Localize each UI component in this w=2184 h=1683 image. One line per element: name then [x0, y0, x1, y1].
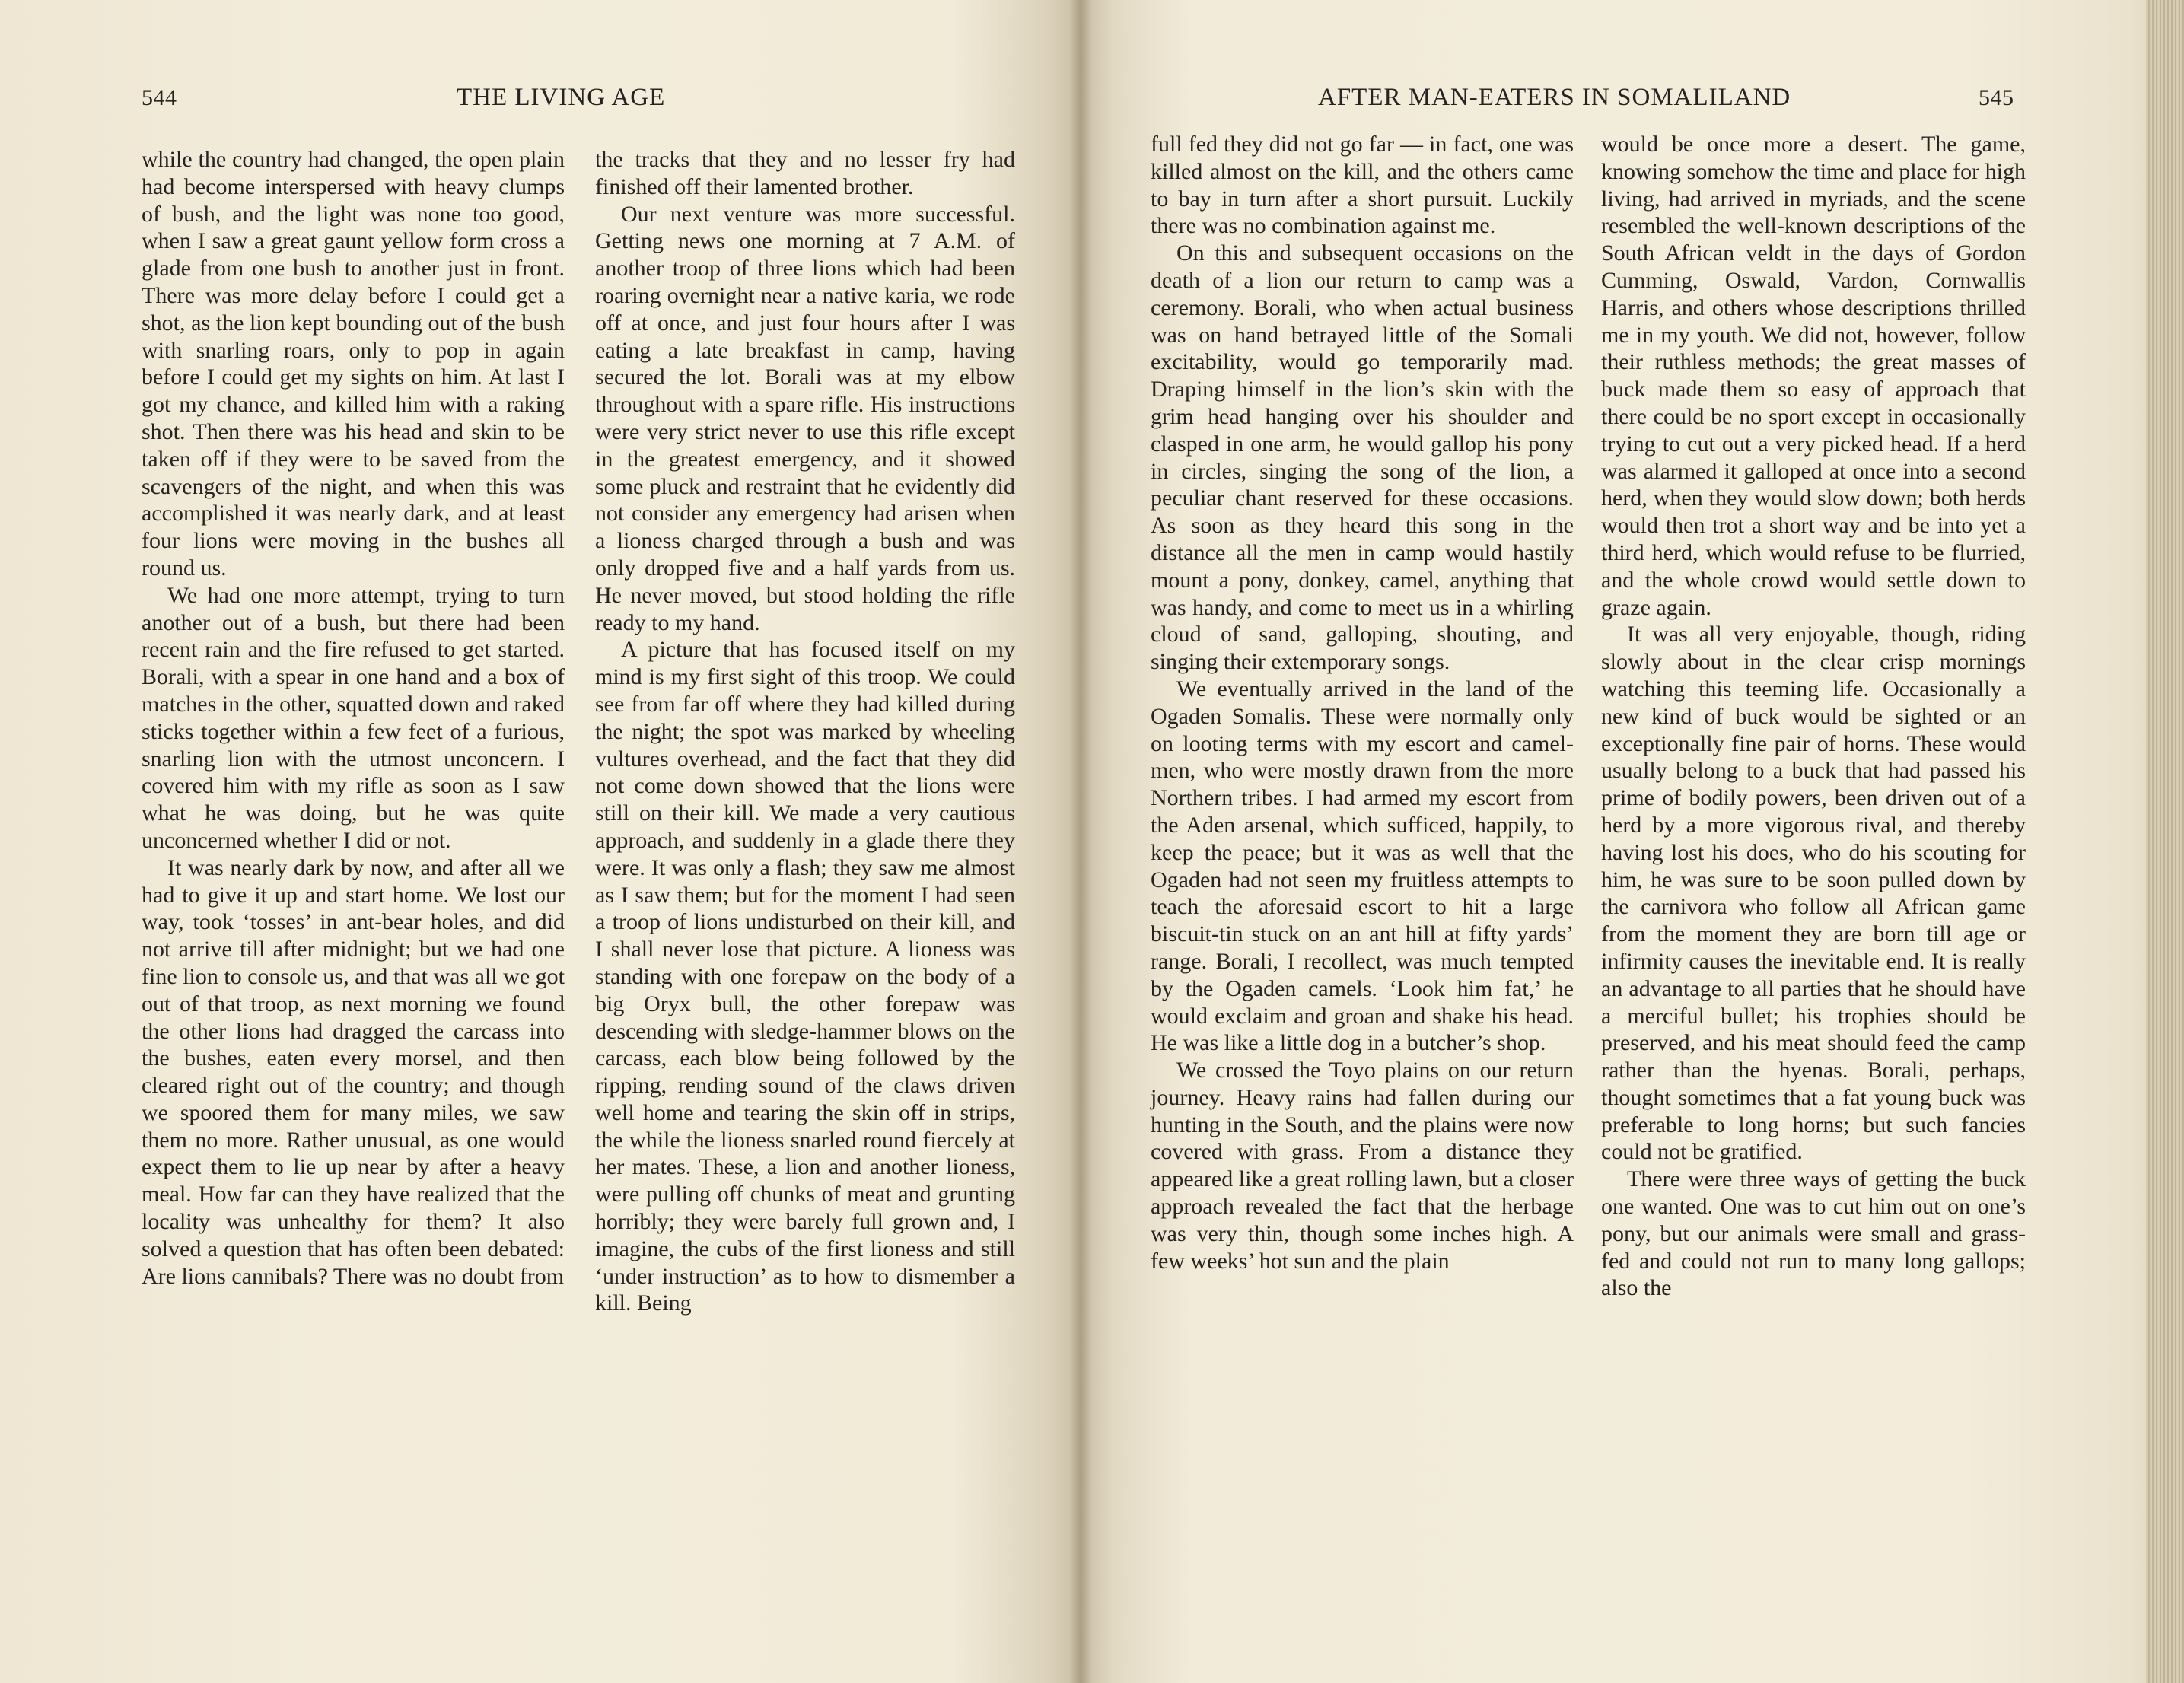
book-spine	[1069, 0, 1092, 1683]
paragraph: full fed they did not go far — in fact, one was killed almost on the kill, and the others came to bay in turn after a short pursuit. Luckily there was no combination against me.	[1151, 132, 1574, 239]
paragraph: We crossed the Toyo plains on our return journey. Heavy rains had fallen during our hunting in the South, and the plains were now covered with grass. From a distance they appeared like a great rolling lawn, but a closer approach revealed the fact that the herbage was very thin, though some inches high. A few weeks’ hot sun and the plain	[1151, 1058, 1574, 1274]
page-number: 545	[1979, 85, 2014, 110]
paragraph: It was all very enjoyable, though, riding slowly about in the clear crisp mornings watching this teeming life. Occasionally a new kind of buck would be sighted or an exceptionally fine pair of horns. These would usually belong to a buck that had passed his prime of bodily powers, been driven out of a herd by a more vigorous rival, and thereby having lost his does, who do his scouting for him, he was sure to be soon pulled down by the carnivora who follow all African game from the moment they are born till age or infirmity causes the inevitable end. It is really an advantage to all parties that he should have a merciful bullet; his trophies should be preserved, and his meat should feed the camp rather than the hyenas. Borali, perhaps, thought sometimes that a fat young buck was preferable to long horns; but such fancies could not be gratified.	[1601, 622, 2026, 1165]
text-column-left-2	[595, 146, 1015, 1317]
paragraph: A picture that has focused itself on my mind is my first sight of this troop. We could see from far off where they had killed during the night; the spot was marked by wheeling vultures overhead, and the fact that they did not come down showed that the lions were still on their kill. We made a very cautious approach, and suddenly in a glade there they were. It was only a flash; they saw me almost as I saw them; but for the moment I had seen a troop of lions undisturbed on their kill, and I shall never lose that picture. A lioness was standing with one forepaw on the body of a big Oryx bull, the other forepaw was descending with sledge-hammer blows on the carcass, each blow being followed by the ripping, rending sound of the claws driven well home and tearing the skin off in strips, the while the lioness snarled round fiercely at her mates. These, a lion and another lioness, were pulling off chunks of meat and grunting horribly; they were barely full grown and, I imagine, the cubs of the first lioness and still ‘under instruction’ as to how to dismember a kill. Being	[595, 637, 1015, 1316]
text-column-left-1	[142, 146, 565, 1290]
paragraph: while the country had changed, the open plain had become interspersed with heavy clumps of bush, and the light was none too good, when I saw a great gaunt yellow form cross a glade from one bush to another just in front. There was more delay before I could get a shot, as the lion kept bounding out of the bush with snarling roars, only to pop in again before I could get my sights on him. At last I got my chance, and killed him with a raking shot. Then there was his head and skin to be taken off if they were to be saved from the scavengers of the night, and when this was accomplished it was nearly dark, and at least four lions were moving in the bushes all round us.	[142, 147, 565, 581]
running-head: AFTER MAN-EATERS IN SOMALILAND	[1318, 84, 1791, 111]
running-head: THE LIVING AGE	[457, 84, 666, 111]
text-column-right-2	[1601, 131, 2026, 1302]
paragraph: There were three ways of getting the buck one wanted. One was to cut him out on one’s pony, but our animals were small and grass-fed and could not run to many long gallops; also the	[1601, 1166, 2026, 1301]
paragraph: the tracks that they and no lesser fry had finished off their lamented brother.	[595, 147, 1015, 199]
left-page	[0, 0, 1081, 1683]
paragraph: We had one more attempt, trying to turn another out of a bush, but there had been recent rain and the fire refused to get started. Borali, with a spear in one hand and a box of matches in the other, squatted down and raked sticks together within a few feet of a furious, snarling lion with the utmost unconcern. I covered him with my rifle as soon as I saw what he was doing, but he was quite unconcerned whether I did or not.	[142, 582, 565, 853]
text-column-right-1	[1151, 131, 1574, 1274]
paragraph: would be once more a desert. The game, knowing somehow the time and place for high living, had arrived in myriads, and the scene resembled the well-known descriptions of the South African veldt in the days of Gordon Cumming, Oswald, Vardon, Cornwallis Harris, and others whose descriptions thrilled me in my youth. We did not, however, follow their ruthless methods; the great masses of buck made them so easy of approach that there could be no sport except in occasionally trying to cut out a very picked head. If a herd was alarmed it galloped at once into a second herd, when they would slow down; both herds would then trot a short way and be into yet a third herd, which would refuse to be flurried, and the whole crowd would settle down to graze again.	[1601, 132, 2026, 620]
paragraph: It was nearly dark by now, and after all we had to give it up and start home. We lost our way, took ‘tosses’ in ant-bear holes, and did not arrive till after midnight; but we had one fine lion to console us, and that was all we got out of that troop, as next morning we found the other lions had dragged the carcass into the bushes, eaten every morsel, and then cleared right out of the country; and though we spoored them for many miles, we saw them no more. Rather unusual, as one would expect them to lie up near by after a heavy meal. How far can they have realized that the locality was unhealthy for them? It also solved a question that has often been debated: Are lions cannibals? There was no doubt from	[142, 854, 565, 1289]
right-page	[1081, 0, 2184, 1683]
paragraph: We eventually arrived in the land of the Ogaden Somalis. These were normally only on looting terms with my escort and camel-men, who were mostly drawn from the more Northern tribes. I had armed my escort from the Aden arsenal, which sufficed, happily, to keep the peace; but it was as well that the Ogaden had not seen my fruitless attempts to teach the aforesaid escort to hit a large biscuit-tin stuck on an ant hill at fifty yards’ range. Borali, I recollect, was much tempted by the Ogaden camels. ‘Look him fat,’ he would exclaim and groan and shake his head. He was like a little dog in a butcher’s shop.	[1151, 676, 1574, 1056]
page-edge	[2146, 0, 2184, 1683]
paragraph: Our next venture was more successful. Getting news one morning at 7 A.M. of another troop of three lions which had been roaring overnight near a native karia, we rode off at once, and just four hours after I was eating a late breakfast in camp, having secured the lot. Borali was at my elbow throughout with a spare rifle. His instructions were very strict never to use this rifle except in the greatest emergency, and it showed some pluck and restraint that he evidently did not consider any emergency had arisen when a lioness charged through a bush and was only dropped five and a half yards from us. He never moved, but stood holding the rifle ready to my hand.	[595, 201, 1015, 635]
page-number: 544	[142, 85, 177, 110]
paragraph: On this and subsequent occasions on the death of a lion our return to camp was a ceremony. Borali, who when actual business was on hand betrayed little of the Somali excitability, would go temporarily mad. Draping himself in the lion’s skin with the grim head hanging over his shoulder and clasped in one arm, he would gallop his pony in circles, singing the song of the lion, a peculiar chant reserved for these occasions. As soon as they heard this song in the distance all the men in camp would hastily mount a pony, donkey, camel, anything that was handy, and come to meet us in a whirling cloud of sand, galloping, shouting, and singing their extemporary songs.	[1151, 240, 1574, 675]
